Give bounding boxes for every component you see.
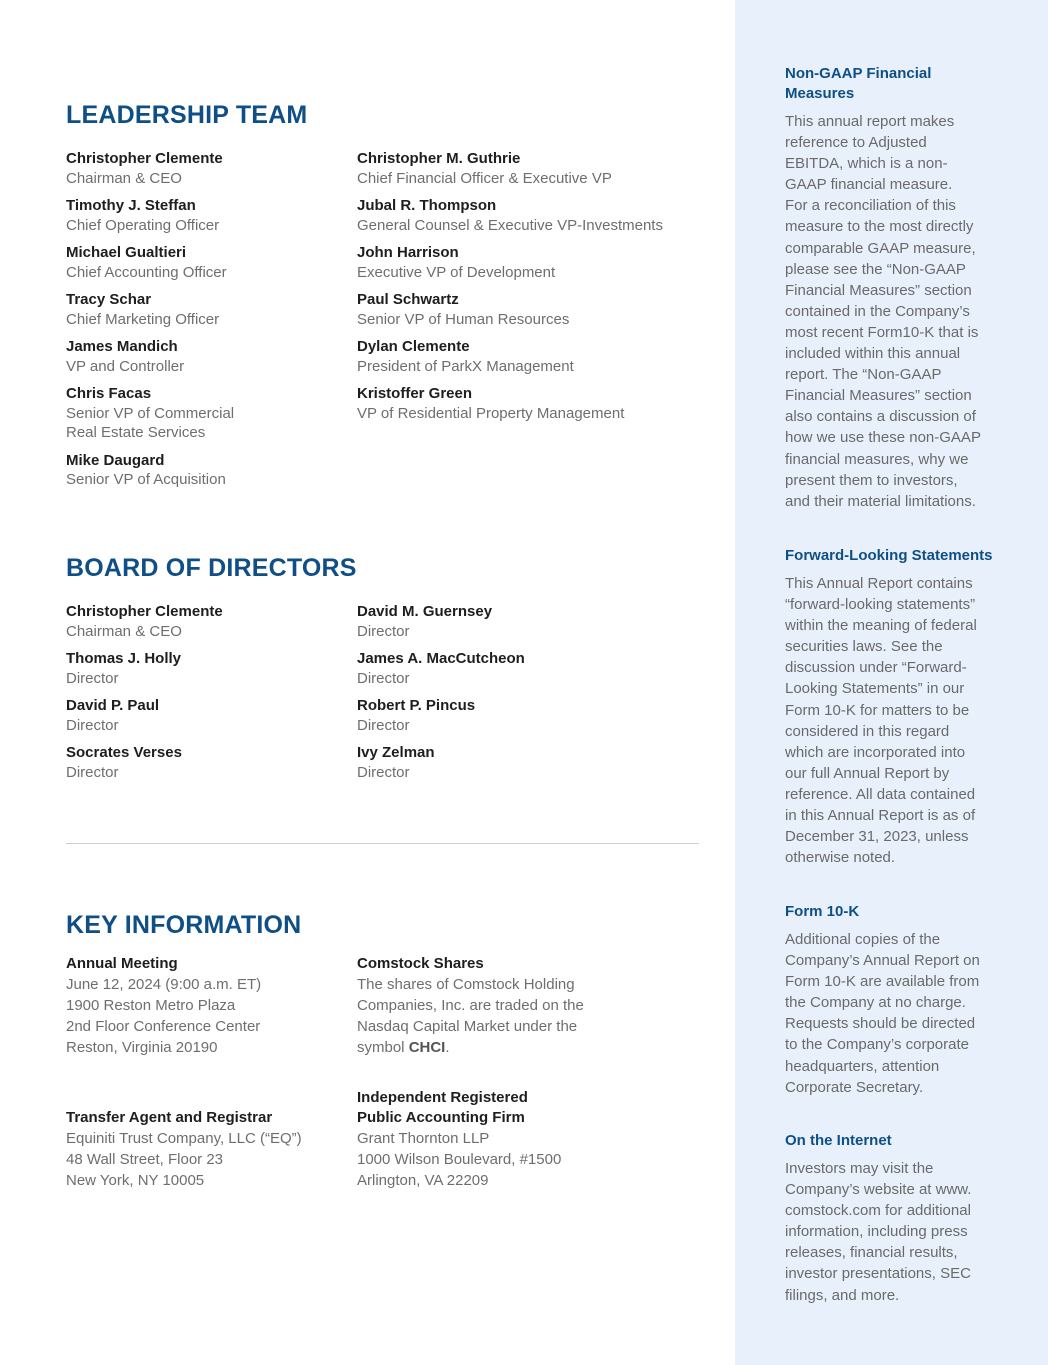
director-name: Socrates Verses <box>66 744 182 761</box>
text-line: in this Annual Report is as of <box>785 807 976 825</box>
director-name: Robert P. Pincus <box>357 697 476 714</box>
leader-entry <box>66 451 406 490</box>
text-line: Corporate Secretary. <box>785 1078 924 1096</box>
leader-role: Senior VP of Human Resources <box>357 310 570 328</box>
director-name: Christopher Clemente <box>66 603 223 620</box>
comstock-shares-line: The shares of Comstock Holding <box>357 976 575 993</box>
text-line: the Company at no charge. <box>785 994 966 1012</box>
text-line: within the meaning of federal <box>785 617 977 635</box>
text-line: “forward-looking statements” <box>785 596 976 614</box>
text-line: headquarters, attention <box>785 1057 940 1075</box>
annual-meeting-line: Reston, Virginia 20190 <box>66 1039 218 1056</box>
symbol-prefix: symbol <box>357 1039 409 1056</box>
director-role: Director <box>66 763 119 781</box>
text-line: which are incorporated into <box>785 743 966 761</box>
transfer-agent-block <box>66 1108 366 1191</box>
director-entry <box>357 602 697 641</box>
non-gaap-text <box>785 111 1013 512</box>
text-line: Company’s website at www. <box>785 1181 972 1199</box>
director-entry <box>66 696 406 735</box>
ticker-symbol: CHCI <box>408 1039 446 1056</box>
annual-meeting-line: 2nd Floor Conference Center <box>66 1018 261 1035</box>
leader-entry <box>66 384 406 443</box>
non-gaap-block <box>785 64 1013 512</box>
leader-name: Jubal R. Thompson <box>357 197 497 214</box>
text-line: Requests should be directed <box>785 1015 976 1033</box>
director-role: Director <box>357 763 410 781</box>
leader-name: Michael Gualtieri <box>66 244 187 261</box>
leader-name: Timothy J. Steffan <box>66 197 196 214</box>
text-line: EBITDA, which is a non- <box>785 155 948 173</box>
text-line: reference to Adjusted <box>785 134 927 152</box>
leader-name: Paul Schwartz <box>357 291 459 308</box>
text-line: This annual report makes <box>785 113 955 130</box>
text-line: Looking Statements” in our <box>785 680 965 698</box>
leader-role: General Counsel & Executive VP-Investments <box>357 216 663 234</box>
text-line: included within this annual <box>785 345 961 363</box>
board-title: BOARD OF DIRECTORS <box>66 554 357 582</box>
comstock-shares-last-line <box>357 1037 657 1058</box>
leader-entry <box>357 384 697 423</box>
accounting-firm-line: Arlington, VA 22209 <box>357 1172 489 1189</box>
key-info-title: KEY INFORMATION <box>66 911 302 939</box>
leader-entry <box>66 149 406 188</box>
form-10k-title: Form 10-K <box>785 903 860 920</box>
comstock-shares-line: Nasdaq Capital Market under the <box>357 1018 578 1035</box>
text-line: Financial Measures” section <box>785 281 972 299</box>
director-entry <box>357 743 697 782</box>
leadership-left-column <box>66 149 406 498</box>
director-role: Director <box>66 669 119 687</box>
transfer-agent-line: 48 Wall Street, Floor 23 <box>66 1151 224 1168</box>
text-line: Additional copies of the <box>785 931 941 948</box>
forward-looking-block <box>785 546 1013 868</box>
leader-entry <box>66 243 406 282</box>
leader-role: Executive VP of Development <box>357 263 556 281</box>
text-line: otherwise noted. <box>785 849 896 867</box>
leader-role: VP of Residential Property Management <box>357 404 625 422</box>
internet-title: On the Internet <box>785 1132 892 1149</box>
text-line: reference. All data contained <box>785 785 976 803</box>
director-entry <box>66 649 406 688</box>
annual-meeting-heading: Annual Meeting <box>66 955 178 972</box>
non-gaap-title: Non-GAAP Financial <box>785 65 932 82</box>
director-entry <box>66 743 406 782</box>
text-line: comparable GAAP measure, <box>785 239 976 257</box>
leader-role: Chairman & CEO <box>66 169 182 187</box>
board-left-column <box>66 602 406 790</box>
text-line: also contains a discussion of <box>785 408 976 426</box>
text-line: GAAP financial measure. <box>785 176 953 194</box>
leader-role: Chief Marketing Officer <box>66 310 220 328</box>
leader-role: Senior VP of Acquisition <box>66 471 226 488</box>
director-name: David P. Paul <box>66 697 160 714</box>
form-10k-block <box>785 902 1013 1098</box>
text-line: to the Company’s corporate <box>785 1036 969 1054</box>
leader-role: Senior VP of Commercial <box>66 404 235 422</box>
leader-name: Kristoffer Green <box>357 385 473 402</box>
text-line: Investors may visit the <box>785 1160 934 1177</box>
text-line: discussion under “Forward- <box>785 659 967 677</box>
leader-entry <box>357 149 697 188</box>
leader-role: Chief Operating Officer <box>66 216 220 234</box>
text-line: Form 10-K for matters to be <box>785 701 970 719</box>
text-line: Financial Measures” section <box>785 387 972 405</box>
leader-entry <box>66 290 406 329</box>
text-line: December 31, 2023, unless <box>785 828 969 846</box>
leader-name: Christopher Clemente <box>66 150 223 167</box>
text-line: For a reconciliation of this <box>785 197 956 215</box>
text-line: Company’s Annual Report on <box>785 952 980 970</box>
director-role: Director <box>357 716 410 734</box>
leader-name: James Mandich <box>66 338 178 355</box>
internet-text <box>785 1158 1013 1306</box>
text-line: most recent Form10-K that is <box>785 323 979 341</box>
leader-name: Chris Facas <box>66 385 152 402</box>
leader-role: Chief Accounting Officer <box>66 263 227 281</box>
non-gaap-title-line2: Measures <box>785 85 855 102</box>
text-line: Form 10-K are available from <box>785 973 980 991</box>
director-entry <box>357 649 697 688</box>
text-line: financial measures, why we <box>785 450 969 468</box>
text-line: filings, and more. <box>785 1286 900 1304</box>
leader-entry <box>357 290 697 329</box>
accounting-firm-line: 1000 Wilson Boulevard, #1500 <box>357 1151 562 1168</box>
accounting-firm-heading-line2: Public Accounting Firm <box>357 1109 525 1126</box>
leader-entry <box>357 243 697 282</box>
annual-meeting-line: June 12, 2024 (9:00 a.m. ET) <box>66 976 262 993</box>
text-line: investor presentations, SEC <box>785 1265 971 1283</box>
leader-role: President of ParkX Management <box>357 357 574 375</box>
director-role: Director <box>66 716 119 734</box>
director-role: Director <box>357 622 410 640</box>
leader-entry <box>357 196 697 235</box>
leader-role-line2: Real Estate Services <box>66 424 206 441</box>
text-line: please see the “Non-GAAP <box>785 260 966 278</box>
text-line: releases, financial results, <box>785 1244 958 1262</box>
text-line: information, including press <box>785 1223 968 1241</box>
director-name: David M. Guernsey <box>357 603 493 620</box>
leader-name: Mike Daugard <box>66 451 165 469</box>
text-line: This Annual Report contains <box>785 575 973 592</box>
text-line: contained in the Company’s <box>785 302 970 320</box>
forward-looking-text <box>785 573 1013 868</box>
form-10k-text <box>785 929 1013 1098</box>
text-line: securities laws. See the <box>785 638 943 656</box>
accounting-firm-heading: Independent Registered <box>357 1089 528 1106</box>
director-role: Chairman & CEO <box>66 622 182 640</box>
leader-name: Christopher M. Guthrie <box>357 150 521 167</box>
leadership-title: LEADERSHIP TEAM <box>66 101 308 129</box>
section-divider <box>66 843 699 844</box>
annual-meeting-line: 1900 Reston Metro Plaza <box>66 997 236 1014</box>
leadership-right-column <box>357 149 697 431</box>
transfer-agent-line: New York, NY 10005 <box>66 1172 205 1189</box>
text-line: and their material limitations. <box>785 492 976 510</box>
accounting-firm-line: Grant Thornton LLP <box>357 1130 490 1147</box>
board-right-column <box>357 602 697 790</box>
leader-entry <box>66 196 406 235</box>
annual-meeting-block <box>66 954 366 1058</box>
director-name: Ivy Zelman <box>357 744 435 761</box>
text-line: comstock.com for additional <box>785 1202 971 1220</box>
director-name: Thomas J. Holly <box>66 650 182 667</box>
internet-block <box>785 1131 1013 1306</box>
text-line: our full Annual Report by <box>785 764 950 782</box>
transfer-agent-line: Equiniti Trust Company, LLC (“EQ”) <box>66 1130 302 1147</box>
forward-looking-title: Forward-Looking Statements <box>785 547 993 564</box>
leader-role: Chief Financial Officer & Executive VP <box>357 169 612 187</box>
accounting-firm-block <box>357 1088 657 1191</box>
leader-name: John Harrison <box>357 244 459 261</box>
text-line: report. The “Non-GAAP <box>785 366 942 384</box>
leader-name: Dylan Clemente <box>357 338 470 355</box>
director-entry <box>66 602 406 641</box>
leader-name: Tracy Schar <box>66 291 152 308</box>
leader-entry <box>357 337 697 376</box>
text-line: present them to investors, <box>785 471 958 489</box>
transfer-agent-heading: Transfer Agent and Registrar <box>66 1109 273 1126</box>
symbol-suffix: . <box>445 1039 450 1056</box>
director-entry <box>357 696 697 735</box>
director-name: James A. MacCutcheon <box>357 650 525 667</box>
comstock-shares-line: Companies, Inc. are traded on the <box>357 997 584 1014</box>
director-role: Director <box>357 669 410 687</box>
text-line: measure to the most directly <box>785 218 974 236</box>
comstock-shares-block <box>357 954 657 1058</box>
leader-role: VP and Controller <box>66 357 185 375</box>
text-line: considered in this regard <box>785 722 950 740</box>
leader-entry <box>66 337 406 376</box>
comstock-shares-heading: Comstock Shares <box>357 955 484 972</box>
text-line: how we use these non-GAAP <box>785 429 981 447</box>
